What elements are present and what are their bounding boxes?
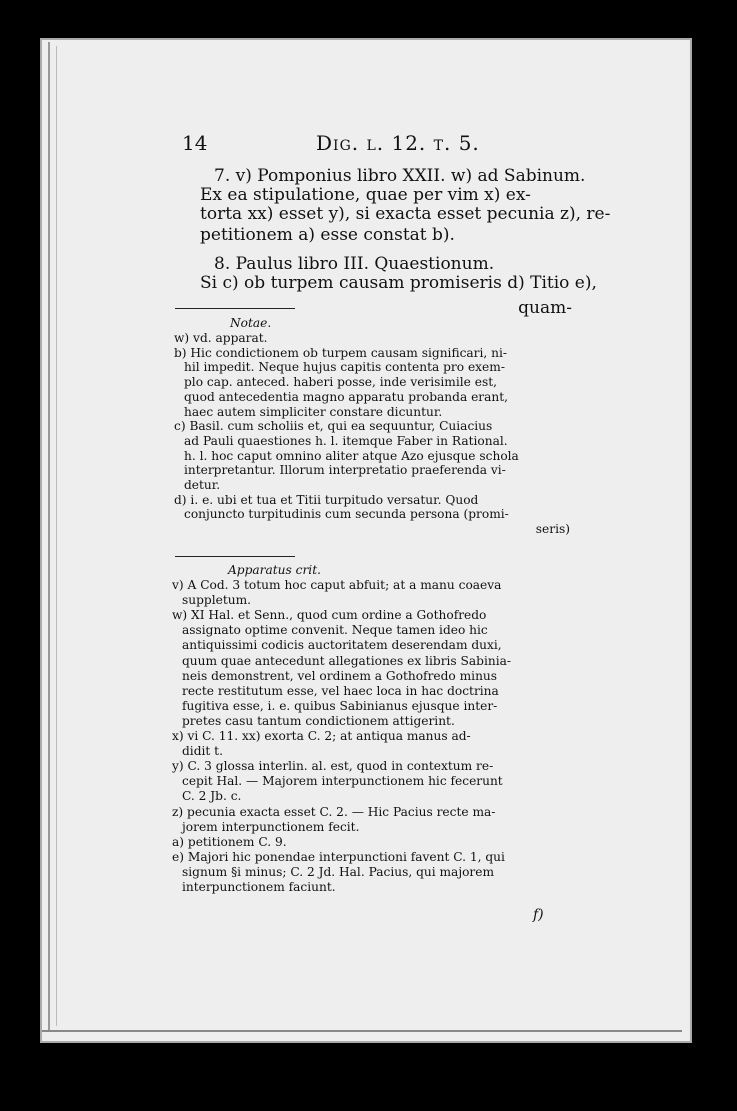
apparatus-rule — [175, 556, 295, 557]
apparatus-line: assignato optime convenit. Neque tamen ideo hic — [182, 623, 488, 638]
main-text-line: 7. v) Pomponius libro XXII. w) ad Sabinum. — [214, 166, 586, 186]
main-text-line: 8. Paulus libro III. Quaestionum. — [214, 254, 495, 274]
apparatus-line: fugitiva esse, i. e. quibus Sabinianus ejusque inter- — [182, 698, 498, 713]
notae-line: detur. — [184, 478, 221, 492]
main-text-line: torta xx) esset y), si exacta esset pecunia z), re- — [200, 204, 611, 224]
main-text-line: Si c) ob turpem causam promiseris d) Titio e), — [200, 273, 597, 293]
main-text-line: quam- — [518, 298, 572, 318]
page-edge — [42, 1030, 682, 1032]
notae-line: b) Hic condictionem ob turpem causam significari, ni- — [174, 345, 508, 360]
apparatus-line: y) C. 3 glossa interlin. al. est, quod in contextum re- — [172, 759, 494, 774]
main-text-line: Ex ea stipulatione, quae per vim x) ex- — [200, 185, 531, 205]
apparatus-line: antiquissimi codicis auctoritatem deserendam duxi, — [182, 638, 502, 653]
notae-line: interpretantur. Illorum interpretatio praeferenda vi- — [184, 463, 506, 478]
apparatus-line: cepit Hal. — Majorem interpunctionem hic fecerunt — [182, 774, 503, 789]
notae-line: d) i. e. ubi et tua et Titii turpitudo versatur. Quod — [174, 492, 479, 507]
apparatus-line: z) pecunia exacta esset C. 2. — Hic Pacius recte ma- — [172, 804, 496, 819]
notae-line: c) Basil. cum scholiis et, qui ea sequuntur, Cuiacius — [174, 419, 493, 434]
apparatus-line: signum §i minus; C. 2 Jd. Hal. Pacius, qui majorem — [182, 864, 495, 879]
apparatus-line: e) Majori hic ponendae interpunctioni favent C. 1, qui — [172, 849, 505, 864]
running-title: Dig. l. 12. t. 5. — [316, 131, 480, 155]
page-number: 14 — [182, 131, 208, 155]
notae-line: haec autem simpliciter constare dicuntur. — [184, 404, 443, 419]
apparatus-line: x) vi C. 11. xx) exorta C. 2; at antiqua manus ad- — [172, 729, 471, 743]
apparatus-line: v) A Cod. 3 totum hoc caput abfuit; at a manu coaeva — [172, 578, 502, 592]
apparatus-heading: Apparatus crit. — [228, 563, 321, 577]
apparatus-line: pretes casu tantum condictionem attigerint. — [182, 713, 455, 728]
main-text-line: petitionem a) esse constat b). — [200, 225, 455, 245]
apparatus-line: didit t. — [182, 744, 223, 759]
notes-rule — [175, 308, 295, 309]
apparatus-line: interpunctionem faciunt. — [182, 880, 336, 894]
notae-line: h. l. hoc caput omnino aliter atque Azo ejusque schola — [184, 448, 519, 463]
apparatus-line: suppletum. — [182, 593, 251, 608]
apparatus-line: C. 2 Jb. c. — [182, 789, 242, 804]
notae-line: ad Pauli quaestiones h. l. itemque Faber in Rational. — [184, 433, 508, 448]
notae-line: quod antecedentia magno apparatu probanda erant, — [184, 389, 509, 404]
apparatus-line: a) petitionem C. 9. — [172, 834, 287, 849]
notae-line: hil impedit. Neque hujus capitis contenta pro exem- — [184, 360, 505, 375]
notae-line: plo cap. anteced. haberi posse, inde verisimile est, — [184, 375, 497, 390]
apparatus-line: quum quae antecedunt allegationes ex libris Sabinia- — [182, 653, 511, 668]
notae-heading: Notae. — [230, 316, 272, 330]
apparatus-line: recte restitutum esse, vel haec loca in hac doctrina — [182, 683, 499, 698]
notae-line: w) vd. apparat. — [174, 331, 268, 345]
catchword: f) — [533, 907, 544, 923]
notae-line: conjuncto turpitudinis cum secunda persona (promi- — [184, 507, 509, 522]
notae-line: seris) — [535, 522, 570, 537]
apparatus-line: w) XI Hal. et Senn., quod cum ordine a Gothofredo — [172, 608, 487, 623]
page-edge — [56, 46, 57, 1026]
apparatus-line: neis demonstrent, vel ordinem a Gothofredo minus — [182, 668, 498, 683]
page-edge — [48, 42, 50, 1032]
apparatus-line: jorem interpunctionem fecit. — [182, 819, 360, 834]
